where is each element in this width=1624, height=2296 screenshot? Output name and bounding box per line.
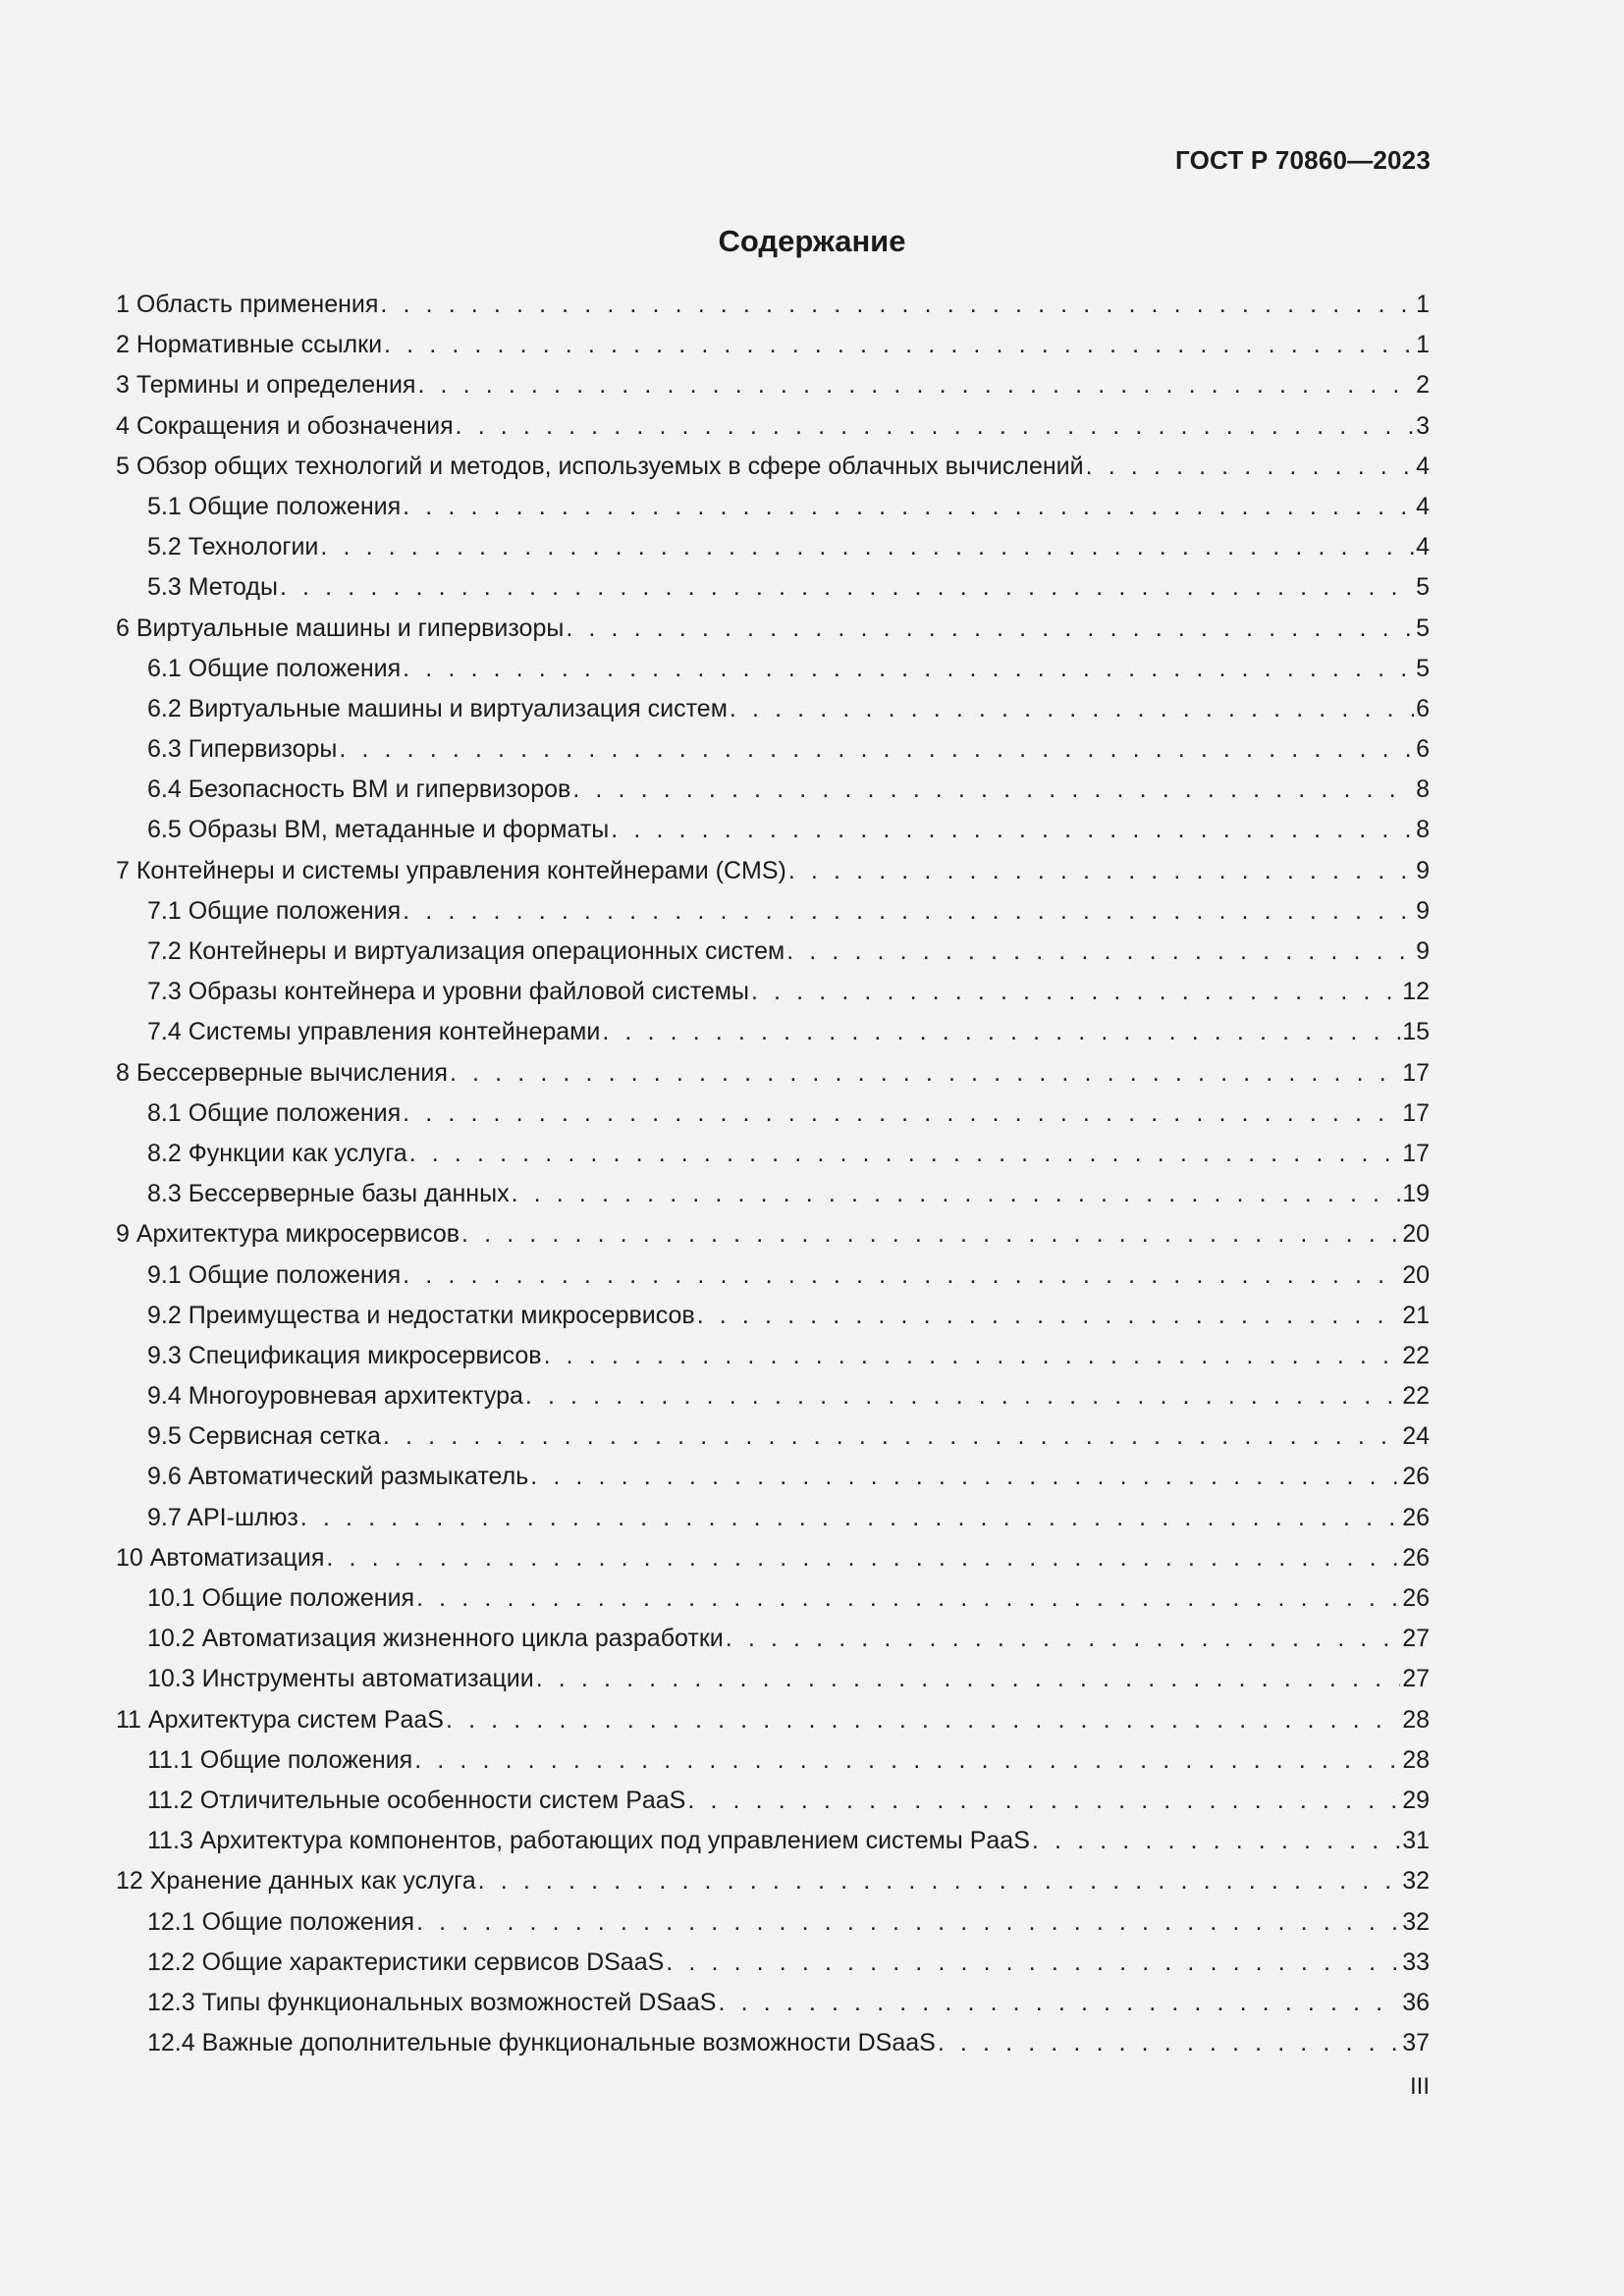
page-title: Содержание bbox=[718, 224, 906, 258]
toc-entry-label: 7.4 Системы управления контейнерами bbox=[147, 1018, 601, 1046]
toc-entry-label: 7.1 Общие положения bbox=[147, 896, 402, 925]
toc-entry-label: 9.6 Автоматический размыкатель bbox=[147, 1463, 529, 1491]
toc-entry-label: 12.4 Важные дополнительные функциональные возможности DSaaS bbox=[147, 2029, 936, 2057]
toc-entry-page: 37 bbox=[1402, 2029, 1430, 2057]
toc-entry bbox=[116, 1094, 1430, 1134]
toc-entry-page: 17 bbox=[1402, 1139, 1430, 1167]
toc-entry-page: 17 bbox=[1402, 1058, 1430, 1087]
toc-entry bbox=[116, 1659, 1430, 1699]
toc-dot-leader bbox=[788, 851, 1414, 891]
toc-entry-page: 5 bbox=[1416, 614, 1430, 642]
toc-entry-label: 10.3 Инструменты автоматизации bbox=[147, 1665, 534, 1693]
toc-entry-label: 8.3 Бессерверные базы данных bbox=[147, 1180, 510, 1208]
toc-dot-leader bbox=[1086, 447, 1414, 487]
toc-entry bbox=[116, 567, 1430, 608]
toc-entry bbox=[116, 932, 1430, 972]
toc-dot-leader bbox=[512, 1174, 1401, 1214]
toc-entry-label: 9.1 Общие положения bbox=[147, 1260, 402, 1289]
toc-entry-label: 12 Хранение данных как услуга bbox=[116, 1867, 476, 1896]
toc-entry-label: 12.3 Типы функциональных возможностей DSaaS bbox=[147, 1988, 717, 2016]
toc-entry bbox=[116, 1416, 1430, 1457]
toc-dot-leader bbox=[403, 649, 1414, 689]
toc-entry-label: 6.5 Образы ВМ, метаданные и форматы bbox=[147, 816, 610, 844]
toc-entry-page: 28 bbox=[1402, 1705, 1430, 1734]
toc-entry bbox=[116, 447, 1430, 487]
toc-dot-leader bbox=[666, 1943, 1400, 1983]
toc-entry-label: 6.3 Гипервизоры bbox=[147, 735, 338, 764]
toc-entry-label: 3 Термины и определения bbox=[116, 371, 416, 400]
toc-dot-leader bbox=[697, 1296, 1400, 1336]
toc-dot-leader bbox=[383, 1416, 1400, 1457]
toc-dot-leader bbox=[339, 729, 1414, 770]
toc-entry-label: 5.3 Методы bbox=[147, 573, 278, 602]
toc-dot-leader bbox=[730, 689, 1414, 729]
toc-entry bbox=[116, 1053, 1430, 1094]
toc-entry bbox=[116, 1578, 1430, 1619]
toc-dot-leader bbox=[544, 1336, 1401, 1376]
toc-entry-label: 12.2 Общие характеристики сервисов DSaaS bbox=[147, 1948, 665, 1976]
toc-entry-page: 1 bbox=[1416, 291, 1430, 318]
toc-entry-label: 10.1 Общие положения bbox=[147, 1584, 415, 1612]
toc-entry-page: 4 bbox=[1416, 492, 1430, 520]
toc-entry-page: 27 bbox=[1402, 1665, 1430, 1693]
toc-dot-leader bbox=[530, 1457, 1400, 1497]
toc-dot-leader bbox=[572, 770, 1414, 810]
toc-entry-label: 2 Нормативные ссылки bbox=[116, 331, 383, 359]
toc-dot-leader bbox=[326, 1538, 1400, 1578]
toc-entry-page: 32 bbox=[1402, 1867, 1430, 1896]
toc-entry-page: 19 bbox=[1402, 1180, 1430, 1208]
toc-entry bbox=[116, 1376, 1430, 1416]
toc-entry-page: 22 bbox=[1402, 1341, 1430, 1369]
toc-dot-leader bbox=[786, 932, 1414, 972]
toc-dot-leader bbox=[300, 1498, 1400, 1538]
toc-entry bbox=[116, 891, 1430, 932]
toc-dot-leader bbox=[478, 1861, 1401, 1901]
toc-entry bbox=[116, 770, 1430, 810]
toc-entry-page: 26 bbox=[1402, 1503, 1430, 1531]
toc-entry bbox=[116, 1902, 1430, 1943]
toc-dot-leader bbox=[611, 810, 1414, 850]
toc-entry-page: 9 bbox=[1416, 896, 1430, 925]
toc-dot-leader bbox=[602, 1012, 1400, 1052]
toc-entry-page: 6 bbox=[1416, 735, 1430, 764]
toc-dot-leader bbox=[751, 972, 1400, 1012]
toc-dot-leader bbox=[384, 325, 1414, 365]
toc-dot-leader bbox=[380, 285, 1414, 325]
toc-entry-page: 36 bbox=[1402, 1988, 1430, 2016]
toc-entry-label: 7.2 Контейнеры и виртуализация операционных систем bbox=[147, 937, 785, 965]
toc-entry bbox=[116, 487, 1430, 527]
toc-entry-label: 8.1 Общие положения bbox=[147, 1098, 402, 1127]
toc-entry-label: 6 Виртуальные машины и гипервизоры bbox=[116, 614, 565, 642]
toc-dot-leader bbox=[416, 1902, 1400, 1943]
toc-dot-leader bbox=[536, 1659, 1400, 1699]
toc-entry-label: 9.4 Многоуровневая архитектура bbox=[147, 1382, 523, 1411]
toc-entry-label: 10.2 Автоматизация жизненного цикла разработки bbox=[147, 1625, 724, 1653]
toc-entry bbox=[116, 1214, 1430, 1255]
toc-entry bbox=[116, 1174, 1430, 1214]
toc-dot-leader bbox=[726, 1619, 1400, 1659]
toc-dot-leader bbox=[687, 1781, 1400, 1821]
toc-entry-label: 12.1 Общие положения bbox=[147, 1907, 415, 1936]
toc-entry bbox=[116, 1983, 1430, 2023]
toc-entry-label: 11.2 Отличительные особенности систем PaaS bbox=[147, 1786, 686, 1814]
table-of-contents bbox=[116, 285, 1430, 2063]
toc-entry-label: 6.4 Безопасность ВМ и гипервизоров bbox=[147, 775, 571, 804]
toc-entry-page: 32 bbox=[1402, 1907, 1430, 1936]
toc-dot-leader bbox=[461, 1214, 1400, 1255]
toc-dot-leader bbox=[456, 406, 1414, 447]
toc-entry-page: 3 bbox=[1416, 411, 1430, 440]
toc-entry bbox=[116, 406, 1430, 447]
toc-entry-page: 29 bbox=[1402, 1786, 1430, 1814]
toc-entry bbox=[116, 649, 1430, 689]
toc-dot-leader bbox=[414, 1740, 1400, 1781]
toc-entry-label: 11.3 Архитектура компонентов, работающих под управлением системы PaaS bbox=[147, 1827, 1030, 1855]
toc-entry-page: 4 bbox=[1416, 452, 1430, 480]
toc-entry bbox=[116, 851, 1430, 891]
toc-dot-leader bbox=[320, 527, 1414, 567]
toc-entry bbox=[116, 527, 1430, 567]
toc-entry-label: 11.1 Общие положения bbox=[147, 1745, 413, 1774]
toc-entry-page: 33 bbox=[1402, 1948, 1430, 1976]
toc-entry-label: 5.2 Технологии bbox=[147, 533, 319, 561]
toc-dot-leader bbox=[1032, 1821, 1400, 1861]
toc-entry bbox=[116, 325, 1430, 365]
toc-dot-leader bbox=[938, 2023, 1400, 2063]
document-code: ГОСТ Р 70860—2023 bbox=[1175, 145, 1431, 175]
toc-entry bbox=[116, 1781, 1430, 1821]
toc-entry-page: 5 bbox=[1416, 654, 1430, 682]
toc-entry-page: 24 bbox=[1402, 1422, 1430, 1451]
toc-dot-leader bbox=[403, 891, 1414, 932]
toc-entry-label: 9.2 Преимущества и недостатки микросервисов bbox=[147, 1301, 695, 1329]
toc-entry-page: 8 bbox=[1416, 775, 1430, 804]
toc-entry-page: 5 bbox=[1416, 573, 1430, 602]
toc-entry bbox=[116, 1296, 1430, 1336]
toc-dot-leader bbox=[450, 1053, 1400, 1094]
toc-entry-page: 17 bbox=[1402, 1098, 1430, 1127]
toc-entry-page: 6 bbox=[1416, 694, 1430, 722]
toc-entry bbox=[116, 285, 1430, 325]
toc-entry-page: 21 bbox=[1402, 1301, 1430, 1329]
toc-entry-page: 26 bbox=[1402, 1463, 1430, 1491]
toc-entry bbox=[116, 365, 1430, 405]
toc-entry-page: 4 bbox=[1416, 533, 1430, 561]
toc-entry-page: 12 bbox=[1402, 978, 1430, 1006]
toc-entry-page: 20 bbox=[1402, 1260, 1430, 1289]
toc-entry bbox=[116, 689, 1430, 729]
toc-entry-label: 5.1 Общие положения bbox=[147, 492, 402, 520]
toc-dot-leader bbox=[403, 487, 1414, 527]
toc-entry-label: 6.2 Виртуальные машины и виртуализация систем bbox=[147, 694, 728, 722]
toc-dot-leader bbox=[718, 1983, 1400, 2023]
toc-entry bbox=[116, 1619, 1430, 1659]
toc-dot-leader bbox=[416, 1578, 1400, 1619]
toc-entry bbox=[116, 1134, 1430, 1174]
toc-entry-page: 28 bbox=[1402, 1745, 1430, 1774]
toc-entry bbox=[116, 1012, 1430, 1052]
toc-entry bbox=[116, 609, 1430, 649]
toc-entry-page: 8 bbox=[1416, 816, 1430, 844]
toc-entry-label: 8.2 Функции как услуга bbox=[147, 1139, 407, 1167]
toc-entry-label: 9.3 Спецификация микросервисов bbox=[147, 1341, 542, 1369]
toc-entry-page: 9 bbox=[1416, 937, 1430, 965]
toc-entry-label: 8 Бессерверные вычисления bbox=[116, 1058, 448, 1087]
toc-entry-label: 1 Область применения bbox=[116, 291, 379, 318]
toc-entry-page: 31 bbox=[1402, 1827, 1430, 1855]
toc-entry bbox=[116, 1740, 1430, 1781]
toc-entry-label: 7 Контейнеры и системы управления контейнерами (CMS) bbox=[116, 856, 786, 884]
toc-entry bbox=[116, 1457, 1430, 1497]
toc-entry-label: 9 Архитектура микросервисов bbox=[116, 1220, 460, 1249]
toc-dot-leader bbox=[403, 1255, 1400, 1296]
toc-entry-page: 1 bbox=[1416, 331, 1430, 359]
toc-dot-leader bbox=[566, 609, 1414, 649]
toc-entry-page: 27 bbox=[1402, 1625, 1430, 1653]
toc-entry bbox=[116, 1538, 1430, 1578]
toc-entry bbox=[116, 1943, 1430, 1983]
toc-entry bbox=[116, 729, 1430, 770]
toc-entry bbox=[116, 1861, 1430, 1901]
toc-entry-page: 15 bbox=[1402, 1018, 1430, 1046]
toc-entry-page: 22 bbox=[1402, 1382, 1430, 1411]
toc-entry-label: 5 Обзор общих технологий и методов, используемых в сфере облачных вычислений bbox=[116, 452, 1084, 480]
toc-dot-leader bbox=[280, 567, 1414, 608]
toc-dot-leader bbox=[525, 1376, 1400, 1416]
toc-entry bbox=[116, 810, 1430, 850]
toc-entry bbox=[116, 1498, 1430, 1538]
toc-dot-leader bbox=[417, 365, 1414, 405]
toc-entry bbox=[116, 2023, 1430, 2063]
page-number: III bbox=[1409, 2073, 1430, 2100]
toc-entry-label: 9.5 Сервисная сетка bbox=[147, 1422, 381, 1451]
toc-entry bbox=[116, 1336, 1430, 1376]
toc-dot-leader bbox=[409, 1134, 1400, 1174]
toc-entry-page: 26 bbox=[1402, 1584, 1430, 1612]
toc-entry bbox=[116, 1255, 1430, 1296]
toc-entry-page: 2 bbox=[1416, 371, 1430, 400]
toc-entry-page: 9 bbox=[1416, 856, 1430, 884]
toc-entry-label: 6.1 Общие положения bbox=[147, 654, 402, 682]
toc-entry-label: 9.7 API-шлюз bbox=[147, 1503, 298, 1531]
toc-dot-leader bbox=[446, 1700, 1400, 1740]
toc-entry bbox=[116, 1821, 1430, 1861]
toc-entry-label: 11 Архитектура систем PaaS bbox=[116, 1705, 444, 1734]
toc-dot-leader bbox=[403, 1094, 1400, 1134]
toc-entry-label: 7.3 Образы контейнера и уровни файловой системы bbox=[147, 978, 749, 1006]
toc-entry bbox=[116, 1700, 1430, 1740]
toc-entry-page: 20 bbox=[1402, 1220, 1430, 1249]
toc-entry-label: 4 Сокращения и обозначения bbox=[116, 411, 454, 440]
toc-entry bbox=[116, 972, 1430, 1012]
toc-entry-label: 10 Автоматизация bbox=[116, 1543, 325, 1572]
toc-entry-page: 26 bbox=[1402, 1543, 1430, 1572]
